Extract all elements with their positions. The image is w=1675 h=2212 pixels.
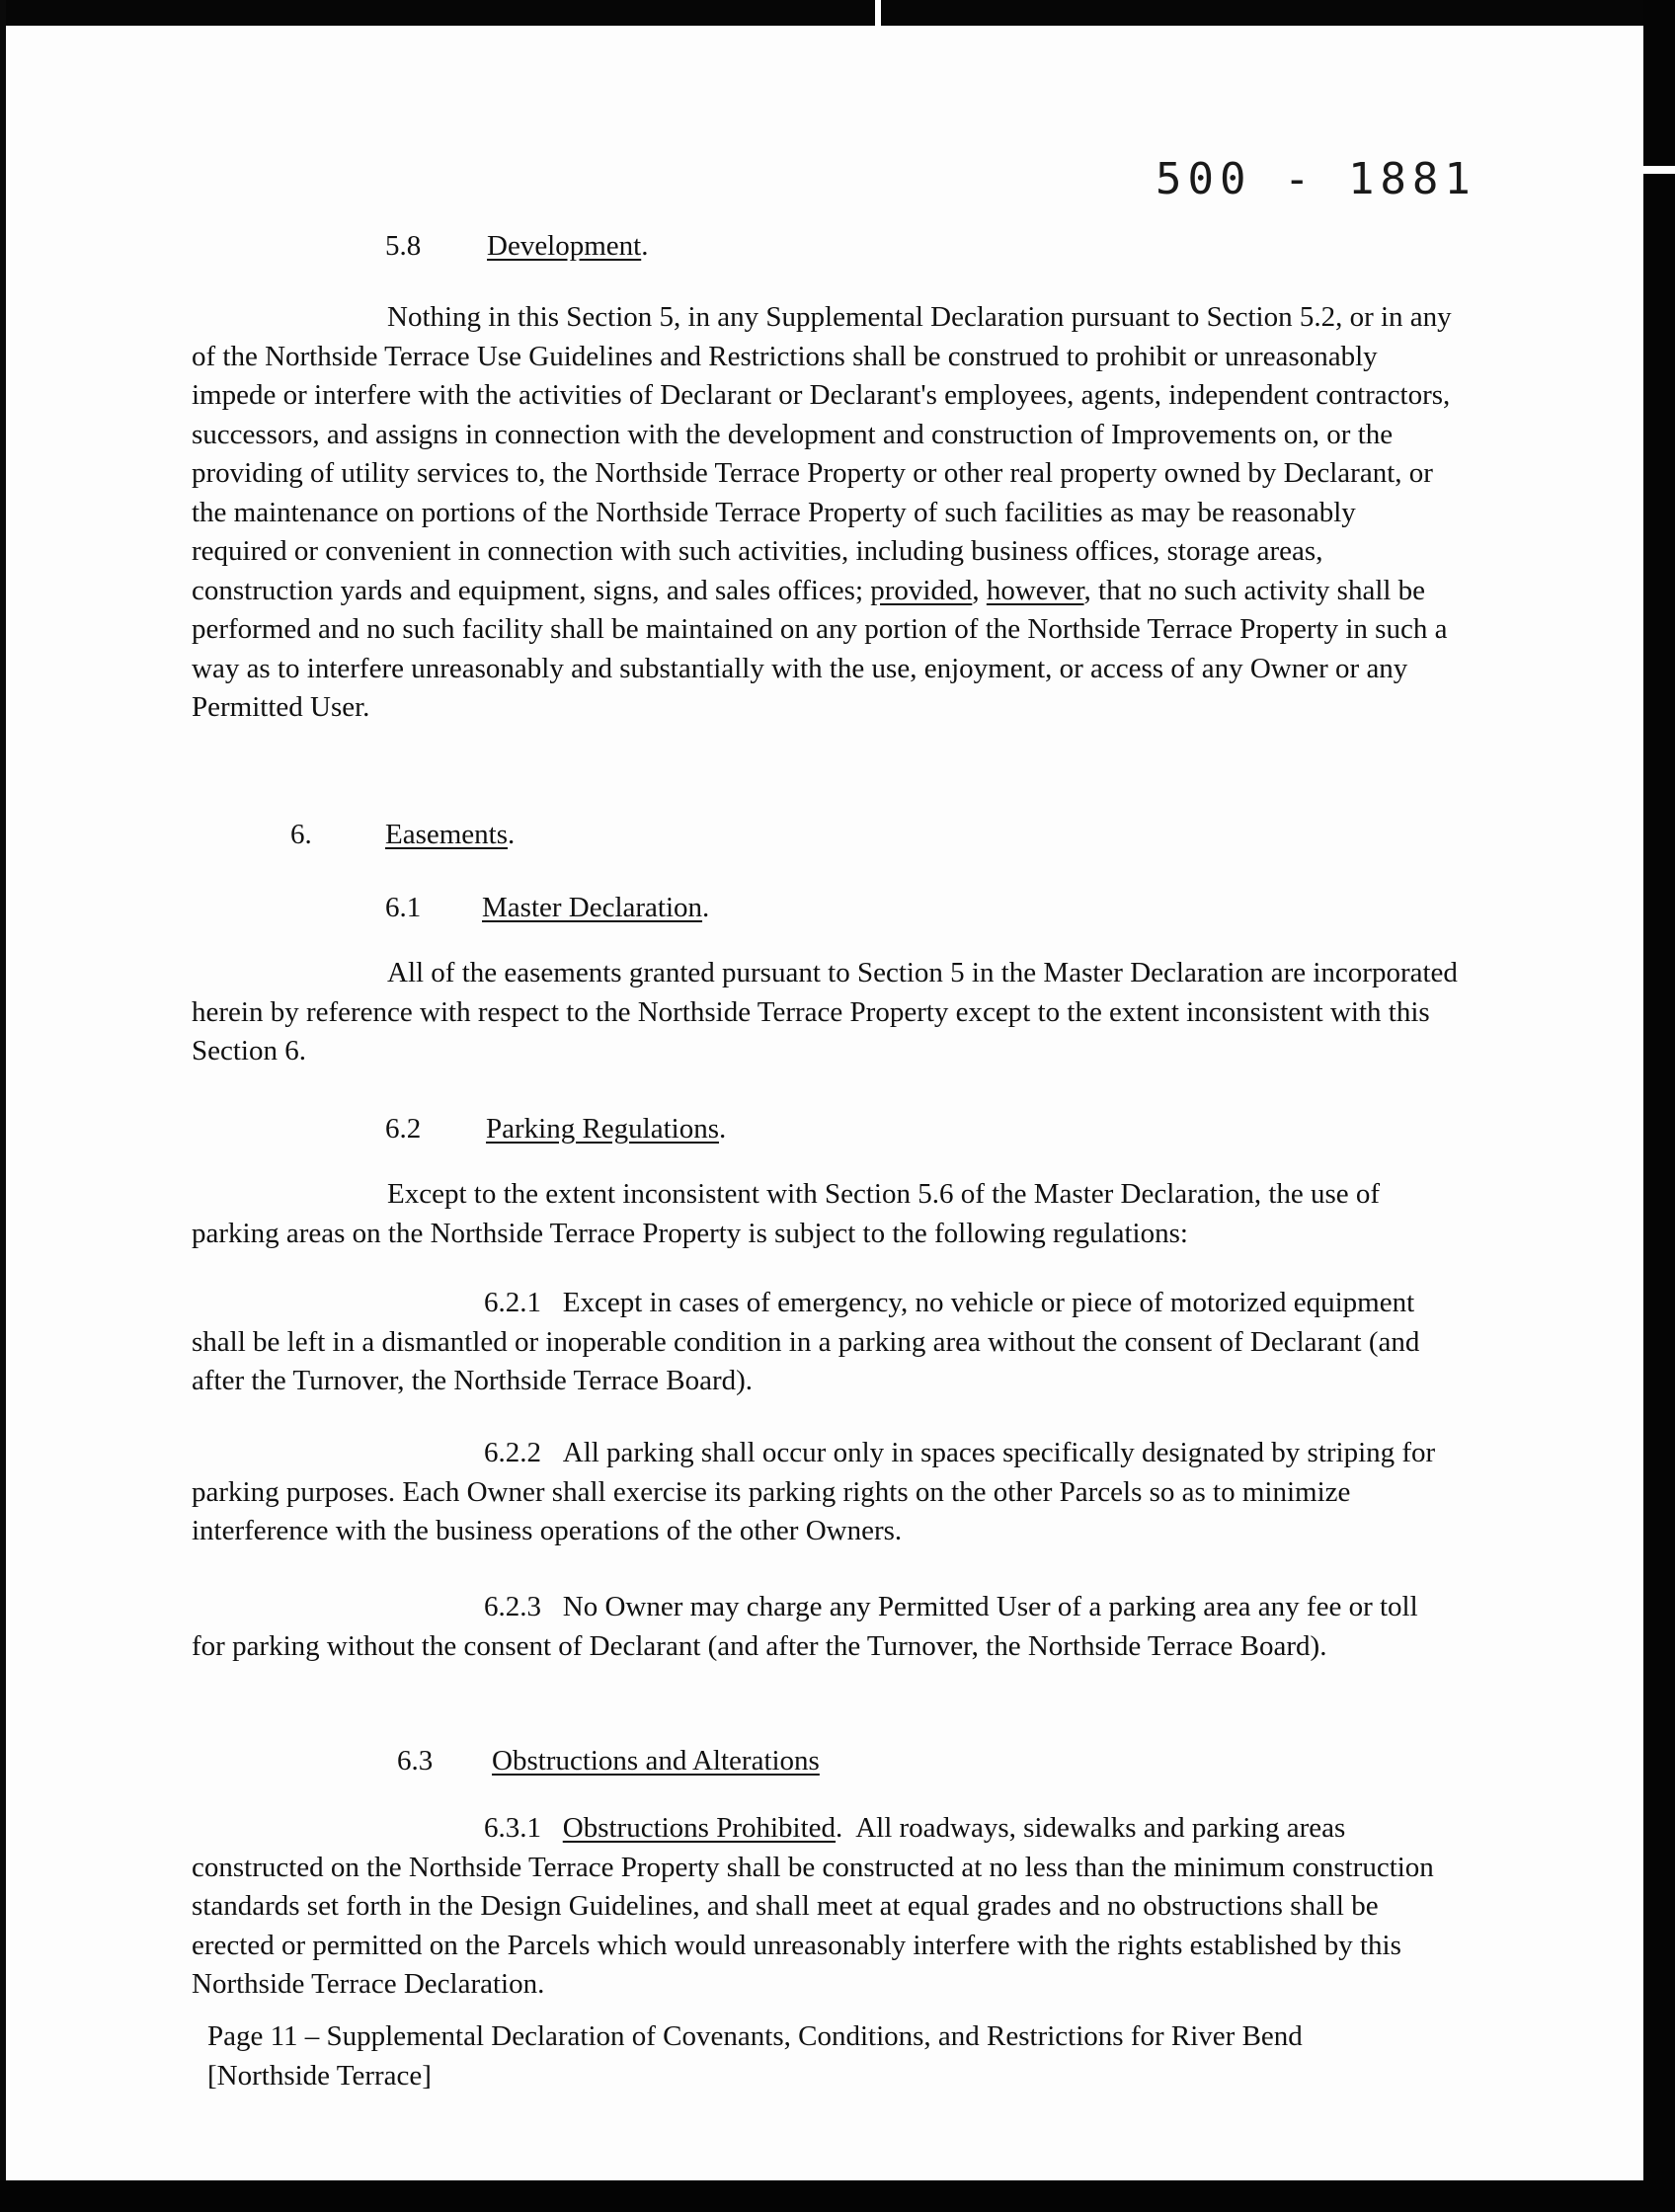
section-title: Development <box>487 230 642 262</box>
subsection-number: 6.2.2 <box>484 1437 541 1468</box>
section-title: Parking Regulations <box>486 1113 720 1145</box>
section-6-3-1: 6.3.1 Obstructions Prohibited. All roadways, sidewalks and parking areas constructed on the Northside Terrace Property shall be constructed at no less than the minimum construction standards set forth in the Design Guidelines, and shall meet at equal grades and no obstructions shall be erected or permitted on the Parcels which would unreasonably interfere with the rights established by this Northside Terrace Declaration. <box>192 1812 1434 2000</box>
section-title: Obstructions and Alterations <box>492 1745 820 1777</box>
body-text-end: that no such activity shall be performed and no such facility shall be maintained on any portion of the Northside Terrace Property in such a way as to interfere unreasonably and substantially with the use, enjoyment, or access of any Owner or any Permitted User. <box>192 574 1448 723</box>
page-stamp: 500 - 1881 <box>1156 154 1476 204</box>
subsection-body: No Owner may charge any Permitted User of a parking area any fee or toll for parking without the consent of Declarant (and after the Turnover, the Northside Terrace Board). <box>192 1591 1418 1662</box>
page-footer <box>207 2016 1511 2095</box>
section-5-8-heading: 5.8 Development. <box>385 227 648 266</box>
scan-border-top <box>0 0 1675 26</box>
section-6-2-body: Except to the extent inconsistent with Section 5.6 of the Master Declaration, the use of parking areas on the Northside Terrace Property is subject to the following regulations: <box>192 1178 1381 1249</box>
scan-border-right <box>1643 0 1675 2212</box>
footer-line-2: [Northside Terrace] <box>207 2060 432 2092</box>
section-6-1-heading: 6.1 Master Declaration. <box>385 889 709 927</box>
subsection-title: Obstructions Prohibited <box>562 1812 837 1844</box>
section-number: 6. <box>290 819 312 850</box>
subsection-number: 6.2.3 <box>484 1591 541 1622</box>
document-page <box>6 26 1643 2180</box>
subsection-body: All parking shall occur only in spaces specifically designated by striping for parking purposes. Each Owner shall exercise its parking rights on the other Parcels so as to minimize interference with the business operations of the other Owners. <box>192 1437 1436 1546</box>
section-6-2-1 <box>192 1284 1458 1401</box>
section-5-8-body: Nothing in this Section 5, in any Supplemental Declaration pursuant to Section 5.2, or in any of the Northside Terrace Use Guidelines and Restrictions shall be construed to prohibit or unreasonably impede or interfere with the activities of Declarant or Declarant's employees, agents, independent contractors, successors, and assigns in connection with the development and construction of Improvements on, or the providing of utility services to, the Northside Terrace Property or other real property owned by Declarant, or the maintenance on portions of the Northside Terrace Property of such facilities as may be reasonably required or convenient in connection with such activities, including business offices, storage areas, construction yards and equipment, signs, and sales offices; provided, however, that no such activity shall be performed and no such facility shall be maintained on any portion of the Northside Terrace Property in such a way as to interfere unreasonably and substantially with the use, enjoyment, or access of any Owner or any Permitted User. <box>192 301 1452 723</box>
scan-mark-right <box>1639 166 1675 174</box>
subsection-body: All roadways, sidewalks and parking areas constructed on the Northside Terrace Property shall be constructed at no less than the minimum construction standards set forth in the Design Guidelines, and shall meet at equal grades and no obstructions shall be erected or permitted on the Parcels which would unreasonably interfere with the rights established by this Northside Terrace Declaration. <box>192 1812 1434 2000</box>
section-title: Easements <box>385 819 509 850</box>
section-title: Master Declaration <box>482 892 703 923</box>
section-6-3-heading <box>397 1742 820 1780</box>
subsection-body: Except in cases of emergency, no vehicle or piece of motorized equipment shall be left in a dismantled or inoperable condition in a parking area without the consent of Declarant (and after the Turnover, the Northside Terrace Board). <box>192 1287 1420 1396</box>
section-number: 6.2 <box>385 1113 422 1145</box>
section-6-1-body: All of the easements granted pursuant to Section 5 in the Master Declaration are incorporated herein by reference with respect to the Northside Terrace Property except to the extent inconsistent with this Section 6. <box>192 957 1458 1066</box>
section-number: 6.3 <box>397 1745 434 1777</box>
section-number: 6.1 <box>385 892 422 923</box>
section-6-2-heading: 6.2 Parking Regulations. <box>385 1110 726 1148</box>
emphasis-however: however <box>986 574 1084 606</box>
footer-text: Page 11 – Supplemental Declaration of Covenants, Conditions, and Restrictions for River Bend <box>207 2020 1303 2052</box>
subsection-number: 6.3.1 <box>484 1812 541 1844</box>
section-6-2-2 <box>192 1434 1458 1551</box>
section-number: 5.8 <box>385 230 422 262</box>
subsection-number: 6.2.1 <box>484 1287 541 1318</box>
body-text: Nothing in this Section 5, in any Supplemental Declaration pursuant to Section 5.2, or in any of the Northside Terrace Use Guidelines and Restrictions shall be construed to prohibit or unreasonably impede or interfere with the activities of Declarant or Declarant's employees, agents, independent contractors, successors, and assigns in connection with the development and construction of Improvements on, or the providing of utility services to, the Northside Terrace Property or other real property owned by Declarant, or the maintenance on portions of the Northside Terrace Property of such facilities as may be reasonably required or convenient in connection with such activities, including business offices, storage areas, construction yards and equipment, signs, and sales offices; <box>192 301 1452 606</box>
section-6-2-3 <box>192 1588 1458 1666</box>
section-6-heading: 6. Easements. <box>290 816 515 854</box>
emphasis-provided: provided <box>870 574 973 606</box>
scan-border-bottom <box>0 2180 1675 2212</box>
